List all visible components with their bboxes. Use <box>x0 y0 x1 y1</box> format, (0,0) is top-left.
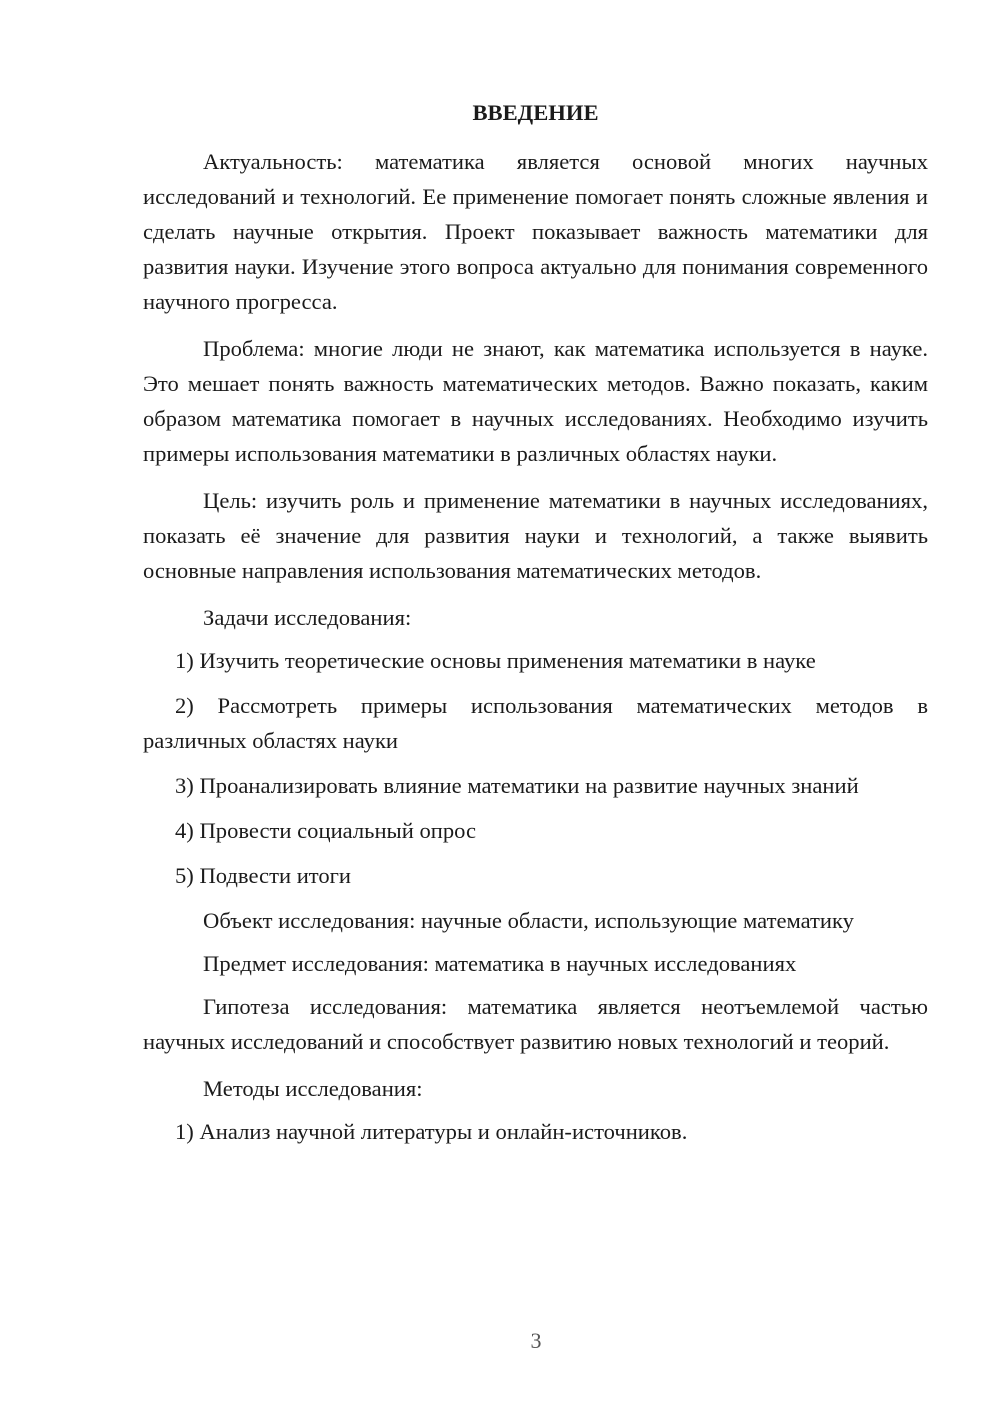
page-content <box>143 95 928 1159</box>
object-paragraph: Объект исследования: научные области, использующие математику <box>203 908 854 933</box>
task-item: 1) Изучить теоретические основы применения математики в науке <box>175 648 816 673</box>
method-item: 1) Анализ научной литературы и онлайн-источников. <box>175 1119 688 1144</box>
hypothesis-paragraph: Гипотеза исследования: математика является неотъемлемой частью научных исследований и способствует развитию новых технологий и теорий. <box>143 994 928 1054</box>
tasks-heading: Задачи исследования: <box>203 605 412 630</box>
relevance-paragraph: Актуальность: математика является основой многих научных исследований и технологий. Ее применение помогает понять сложные явления и сделать научные открытия. Проект показывает важность математики для развития науки. Изучение этого вопроса актуально для понимания современного научного прогресса. <box>143 149 928 314</box>
task-item: 5) Подвести итоги <box>175 863 352 888</box>
methods-heading: Методы исследования: <box>203 1076 423 1101</box>
goal-paragraph: Цель: изучить роль и применение математики в научных исследованиях, показать её значение для развития науки и технологий, а также выявить основные направления использования математических методов. <box>143 488 928 583</box>
task-item: 2) Рассмотреть примеры использования математических методов в различных областях науки <box>143 693 928 753</box>
problem-paragraph: Проблема: многие люди не знают, как математика используется в науке. Это мешает понять важность математических методов. Важно показать, каким образом математика помогает в научных исследованиях. Необходимо изучить примеры использования математики в различных областях науки. <box>143 336 928 466</box>
task-item: 3) Проанализировать влияние математики на развитие научных знаний <box>175 773 859 798</box>
task-item: 4) Провести социальный опрос <box>175 818 477 843</box>
page-number: 3 <box>530 1328 542 1353</box>
subject-paragraph: Предмет исследования: математика в научных исследованиях <box>203 951 797 976</box>
page-title: ВВЕДЕНИЕ <box>472 100 599 125</box>
